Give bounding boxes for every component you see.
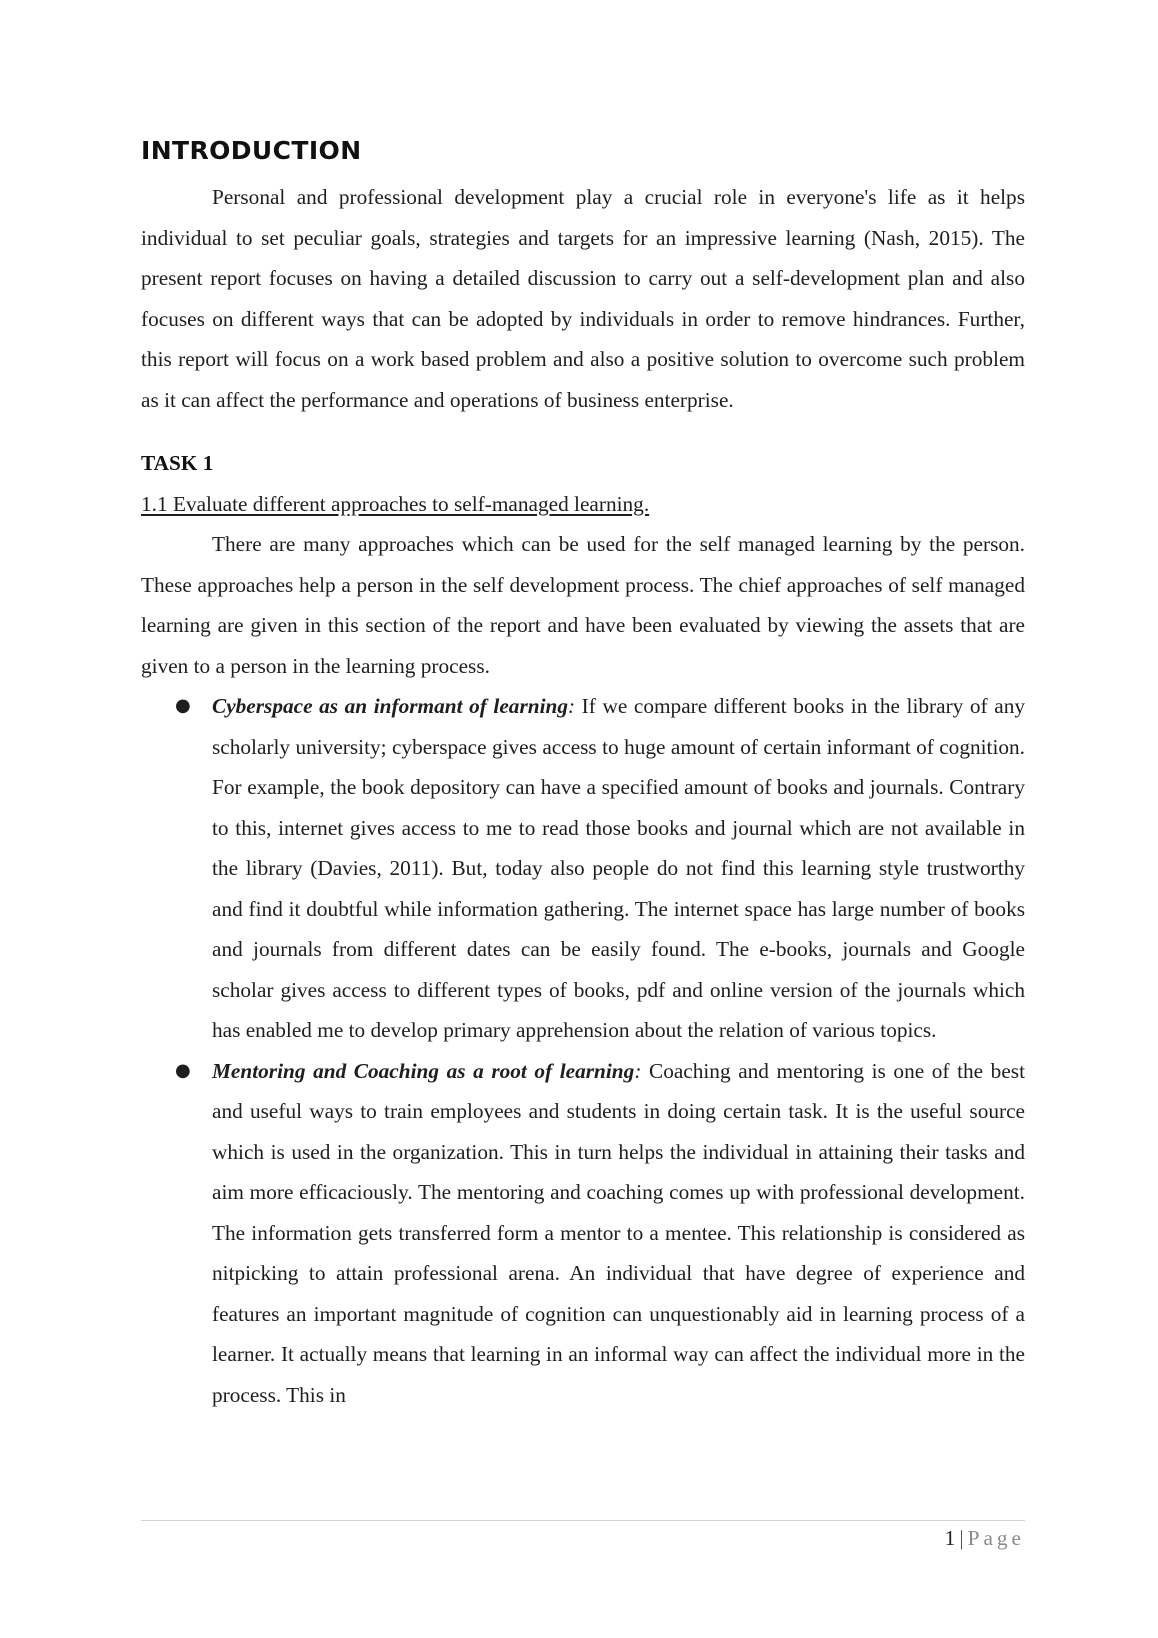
approaches-list (141, 686, 1025, 1415)
introduction-paragraph: Personal and professional development play a crucial role in everyone's life as it helps individual to set peculiar goals, strategies and targets for an impressive learning (Nash, 2015). The present report focuses on having a detailed discussion to carry out a self-development plan and also focuses on different ways that can be adopted by individuals in order to remove hindrances. Further, this report will focus on a work based problem and also a positive solution to overcome such problem as it can affect the performance and operations of business enterprise. (141, 185, 1025, 412)
page-label: Page (967, 1526, 1025, 1550)
list-item (141, 686, 1025, 1051)
bullet-icon: ● (175, 1059, 191, 1081)
page-footer (945, 1523, 1025, 1553)
bullet-term: Cyberspace as an informant of learning (212, 694, 568, 718)
footer-separator: | (959, 1526, 964, 1550)
page-number: 1 (944, 1526, 956, 1550)
bullet-term: Mentoring and Coaching as a root of learning (212, 1058, 635, 1083)
footer-divider (141, 1520, 1025, 1521)
bullet-icon: ● (175, 695, 191, 716)
introduction-heading: INTRODUCTION (141, 136, 362, 165)
section-1-1-subheading: 1.1 Evaluate different approaches to self-managed learning. (141, 491, 650, 516)
task-1-heading: TASK 1 (141, 451, 214, 475)
list-item (141, 1051, 1025, 1416)
bullet-text: Coaching and mentoring is one of the best and useful ways to train employees and students in doing certain task. It is the useful source which is used in the organization. This in turn helps the individual in attaining their tasks and aim more efficaciously. The mentoring and coaching comes up with professional development. The information gets transferred form a mentor to a mentee. This relationship is considered as nitpicking to attain professional arena. An individual that have degree of experience and features an important magnitude of cognition can unquestionably aid in learning process of a learner. It actually means that learning in an informal way can affect the individual more in the process. This in (212, 1058, 1025, 1407)
bullet-colon: : (568, 694, 576, 718)
page-content (141, 134, 1025, 1415)
bullet-text: If we compare different books in the library of any scholarly university; cyberspace gives access to huge amount of certain informant of cognition. For example, the book depository can have a specified amount of books and journals. Contrary to this, internet gives access to me to read those books and journal which are not available in the library (Davies, 2011). But, today also people do not find this learning style trustworthy and find it doubtful while information gathering. The internet space has large number of books and journals from different dates can be easily found. The e-books, journals and Google scholar gives access to different types of books, pdf and online version of the journals which has enabled me to develop primary apprehension about the relation of various topics. (212, 694, 1025, 1042)
bullet-colon: : (634, 1058, 642, 1083)
task-1-paragraph: There are many approaches which can be used for the self managed learning by the person. These approaches help a person in the self development process. The chief approaches of self managed learning are given in this section of the report and have been evaluated by viewing the assets that are given to a person in the learning process. (141, 532, 1025, 678)
